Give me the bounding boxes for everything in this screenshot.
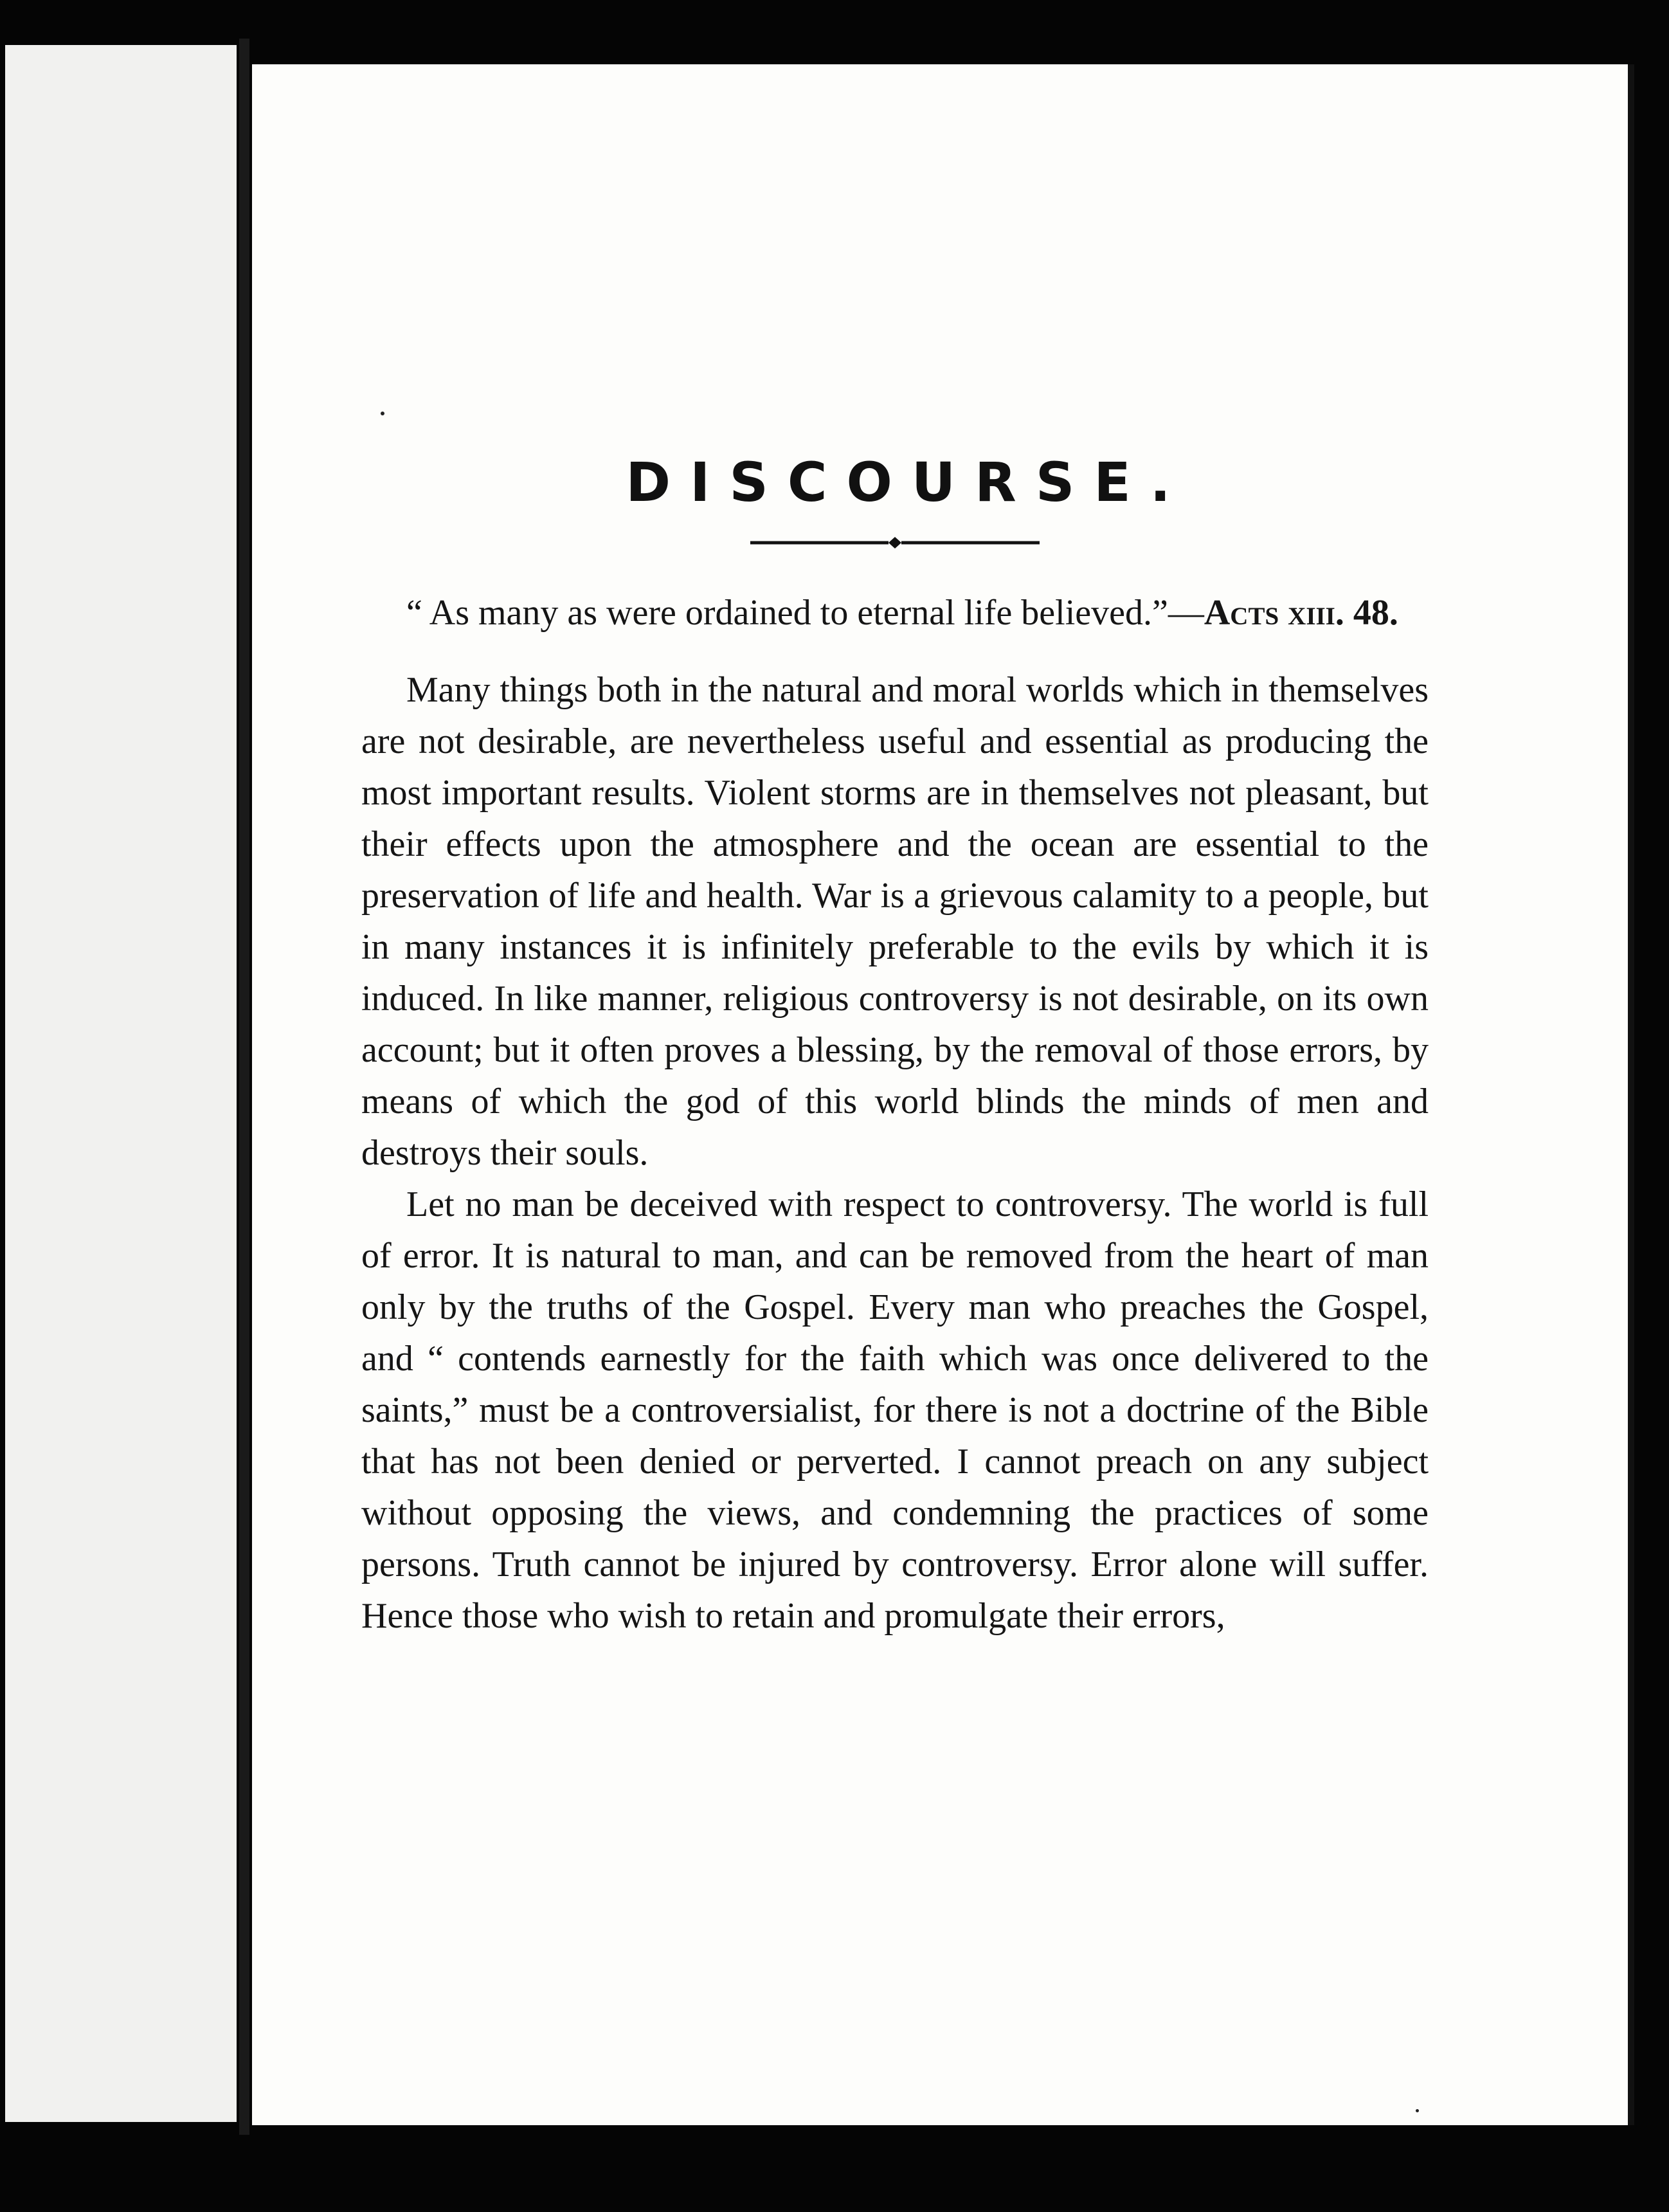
binding-edge — [239, 39, 249, 2135]
title-ornament — [361, 533, 1429, 552]
paragraph-1: Many things both in the natural and moral worlds which in themselves are not desirable, are nevertheless useful and essential as producing the most important results. Violent storms are in themselves not pleasant, but their effects upon the atmosphere and the ocean are essential to the preservation of life and health. War is a grievous calamity to a people, but in many instances it is infinitely preferable to the evils by which it is induced. In like manner, religious controversy is not desirable, on its own account; but it often proves a blessing, by the removal of those errors, by means of which the god of this world blinds the minds of men and destroys their souls. — [361, 669, 1429, 1173]
paragraph-2: Let no man be deceived with respect to controversy. The world is full of error. It is natural to man, and can be removed from the heart of man only by the truths of the Gospel. Every man who preaches the Gospel, and “ contends earnestly for the faith which was once delivered to the saints,” must be a controversialist, for there is not a doctrine of the Bible that has not been denied or perverted. I cannot preach on any subject without opposing the views, and condemning the practices of some persons. Truth cannot be injured by controversy. Error alone will suffer. Hence those who wish to retain and promulgate their errors, — [361, 1184, 1429, 1636]
scan-speck — [381, 412, 384, 415]
epigraph-reference: Acts xiii. 48. — [1204, 592, 1398, 633]
ornament-rule-icon — [750, 533, 1040, 552]
epigraph-quote: “ As many as were ordained to eternal life believed.”— — [406, 592, 1204, 633]
page-title: DISCOURSE. — [626, 451, 1190, 514]
previous-page-fragment — [5, 45, 237, 2122]
book-page — [252, 64, 1634, 2125]
epigraph — [361, 587, 1429, 639]
page-content — [361, 450, 1429, 1642]
scan-speck — [1416, 2109, 1419, 2112]
